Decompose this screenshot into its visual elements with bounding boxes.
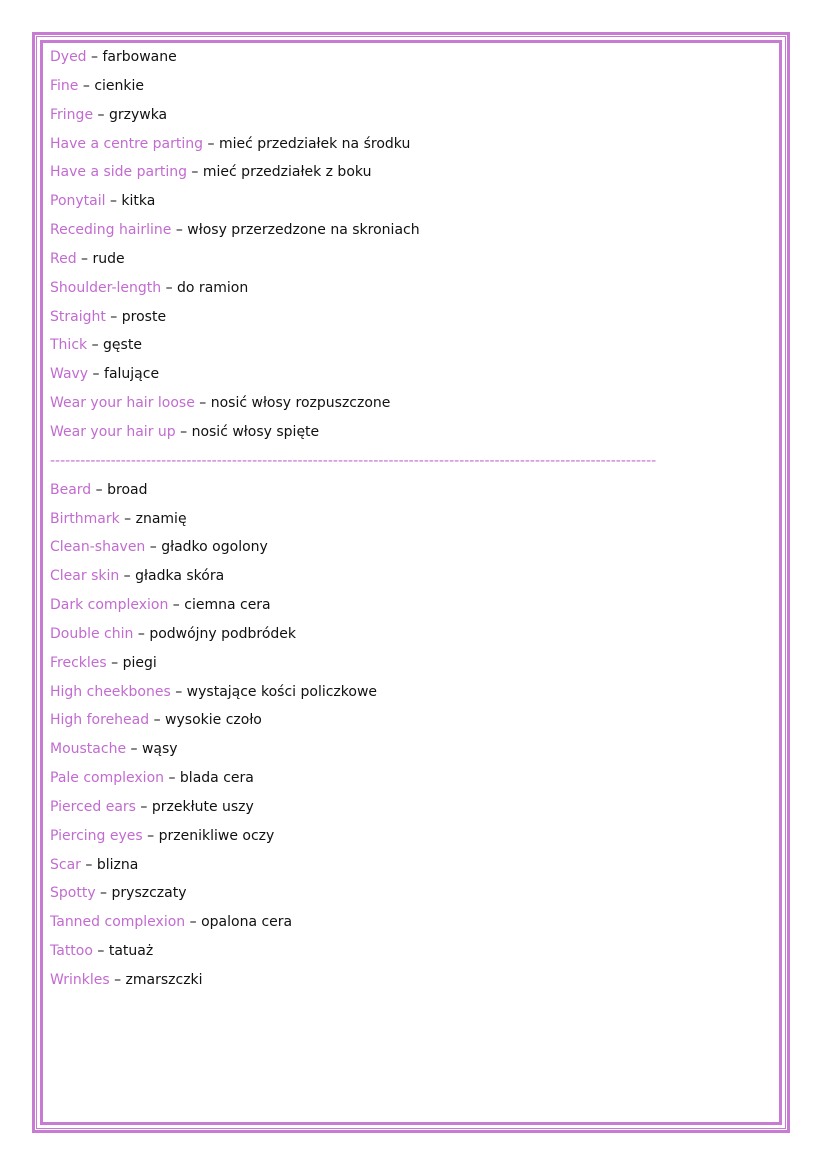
polish-translation: wąsy [141, 741, 178, 758]
dash-separator: – [170, 683, 187, 700]
vocabulary-entry [50, 562, 775, 591]
vocabulary-entry [50, 620, 775, 649]
dash-separator: – [185, 914, 202, 931]
dash-separator: – [133, 625, 150, 642]
polish-translation: znamię [135, 510, 187, 527]
vocabulary-entry [50, 101, 775, 130]
vocabulary-entry [50, 937, 775, 966]
polish-translation: gładko ogolony [161, 539, 268, 556]
vocabulary-entry [50, 822, 775, 851]
dash-separator: – [95, 885, 112, 902]
english-term: Receding hairline [50, 222, 172, 239]
english-term: Have a centre parting [50, 135, 204, 152]
english-term: Thick [50, 337, 88, 354]
english-term: Have a side parting [50, 164, 187, 181]
vocabulary-entry [50, 130, 775, 159]
hair-vocabulary-section [50, 43, 775, 447]
english-term: Beard [50, 481, 92, 498]
dash-separator: – [135, 798, 152, 815]
english-term: Wear your hair up [50, 423, 176, 440]
english-term: Freckles [50, 654, 107, 671]
vocabulary-entry [50, 879, 775, 908]
vocabulary-entry [50, 649, 775, 678]
vocabulary-entry [50, 418, 775, 447]
english-term: Pierced ears [50, 798, 136, 815]
dash-separator: – [126, 741, 142, 758]
polish-translation: ciemna cera [184, 597, 271, 614]
english-term: Scar [50, 856, 81, 873]
polish-translation: gęste [103, 337, 142, 354]
english-term: Birthmark [50, 510, 120, 527]
polish-translation: farbowane [102, 49, 177, 65]
dash-separator: – [105, 193, 122, 210]
dash-separator: – [171, 222, 188, 239]
dash-separator: – [92, 943, 109, 960]
polish-translation: podwójny podbródek [149, 625, 297, 642]
polish-translation: wysokie czoło [165, 712, 262, 729]
vocabulary-entry [50, 851, 775, 880]
vocabulary-entry [50, 389, 775, 418]
vocabulary-entry [50, 245, 775, 274]
english-term: High cheekbones [50, 683, 171, 700]
dash-separator: – [106, 654, 123, 671]
polish-translation: przekłute uszy [151, 798, 254, 815]
vocabulary-entry [50, 216, 775, 245]
vocabulary-entry [50, 793, 775, 822]
english-term: Fine [50, 77, 79, 94]
dash-separator: – [88, 366, 105, 383]
polish-translation: cienkie [94, 77, 145, 94]
vocabulary-entry [50, 360, 775, 389]
vocabulary-entry [50, 764, 775, 793]
vocabulary-entry [50, 678, 775, 707]
dash-separator: – [86, 49, 103, 65]
dash-separator: – [80, 856, 97, 873]
polish-translation: blada cera [179, 770, 254, 787]
english-term: Wrinkles [50, 972, 110, 988]
dash-separator: – [194, 395, 211, 412]
polish-translation: broad [107, 481, 148, 498]
vocabulary-entry [50, 158, 775, 187]
english-term: Wear your hair loose [50, 395, 195, 412]
dash-separator: – [76, 250, 93, 267]
dash-separator: – [78, 77, 95, 94]
polish-translation: nosić włosy rozpuszczone [210, 395, 391, 412]
dash-separator: – [168, 597, 185, 614]
polish-translation: włosy przerzedzone na skroniach [187, 222, 420, 239]
vocabulary-entry [50, 187, 775, 216]
dash-separator: – [142, 827, 159, 844]
vocabulary-entry [50, 72, 775, 101]
polish-translation: gładka skóra [135, 568, 225, 585]
dash-separator: – [203, 135, 219, 152]
english-term: Fringe [50, 106, 94, 123]
english-term: Red [50, 250, 77, 267]
polish-translation: pryszczaty [111, 885, 187, 902]
english-term: Tanned complexion [50, 914, 186, 931]
vocabulary-entry [50, 706, 775, 735]
dash-separator: – [105, 308, 122, 325]
dash-separator: – [91, 481, 108, 498]
dash-separator: – [186, 164, 203, 181]
vocabulary-entry [50, 591, 775, 620]
dash-separator: – [119, 568, 136, 585]
english-term: Ponytail [50, 193, 106, 210]
dash-separator: – [109, 972, 126, 988]
vocabulary-list [50, 43, 775, 995]
english-term: Clear skin [50, 568, 120, 585]
polish-translation: grzywka [108, 106, 168, 123]
dash-separator: – [145, 539, 162, 556]
vocabulary-entry [50, 966, 775, 995]
dash-separator: – [149, 712, 166, 729]
dash-separator: – [87, 337, 104, 354]
dash-separator: – [93, 106, 109, 123]
dash-separator: – [161, 279, 178, 296]
english-term: Wavy [50, 366, 89, 383]
english-term: Double chin [50, 625, 134, 642]
polish-translation: piegi [122, 654, 157, 671]
polish-translation: proste [121, 308, 167, 325]
vocabulary-entry [50, 735, 775, 764]
section-divider: ------------------------------------------------------------------------------------------------------------------------ [50, 452, 657, 469]
polish-translation: do ramion [177, 279, 249, 296]
polish-translation: mieć przedziałek na środku [218, 135, 411, 152]
english-term: Spotty [50, 885, 96, 902]
dash-separator: – [119, 510, 136, 527]
english-term: Moustache [50, 741, 127, 758]
dash-separator: – [175, 423, 192, 440]
face-vocabulary-section [50, 476, 775, 995]
english-term: Straight [50, 308, 106, 325]
vocabulary-entry [50, 303, 775, 332]
english-term: Pale complexion [50, 770, 165, 787]
vocabulary-entry [50, 274, 775, 303]
polish-translation: wystające kości policzkowe [186, 683, 378, 700]
polish-translation: opalona cera [201, 914, 293, 931]
english-term: Shoulder-length [50, 279, 162, 296]
english-term: Piercing eyes [50, 827, 143, 844]
english-term: Tattoo [50, 943, 93, 960]
vocabulary-entry [50, 908, 775, 937]
polish-translation: nosić włosy spięte [191, 423, 320, 440]
vocabulary-entry [50, 476, 775, 505]
polish-translation: przenikliwe oczy [158, 827, 275, 844]
polish-translation: kitka [121, 193, 156, 210]
polish-translation: zmarszczki [125, 972, 203, 988]
vocabulary-entry [50, 43, 775, 72]
dash-separator: – [164, 770, 180, 787]
polish-translation: tatuaż [108, 943, 154, 960]
polish-translation: falujące [104, 366, 160, 383]
english-term: High forehead [50, 712, 150, 729]
polish-translation: rude [92, 250, 125, 267]
english-term: Clean-shaven [50, 539, 146, 556]
polish-translation: blizna [96, 856, 139, 873]
vocabulary-entry [50, 533, 775, 562]
vocabulary-entry [50, 505, 775, 534]
english-term: Dyed [50, 49, 87, 65]
polish-translation: mieć przedziałek z boku [202, 164, 372, 181]
english-term: Dark complexion [50, 597, 169, 614]
vocabulary-entry [50, 331, 775, 360]
